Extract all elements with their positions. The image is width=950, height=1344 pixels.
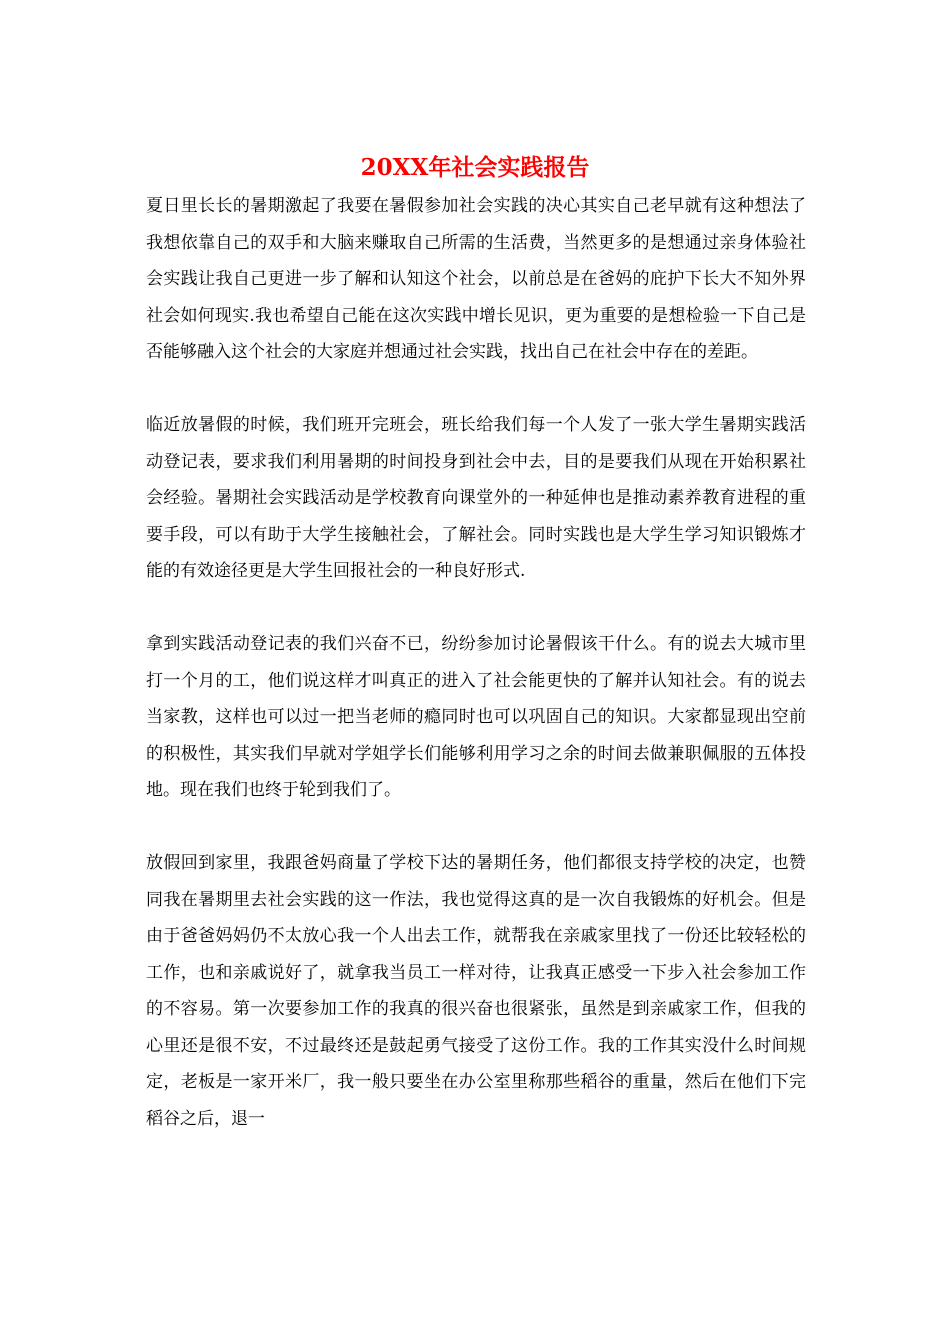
- paragraph-2: 临近放暑假的时候，我们班开完班会，班长给我们每一个人发了一张大学生暑期实践活动登记表，要求我们利用暑期的时间投身到社会中去，目的是要我们从现在开始积累社会经验。暑期社会实践活动是学校教育向课堂外的一种延伸也是推动素养教育进程的重要手段，可以有助于大学生接触社会，了解社会。同时实践也是大学生学习知识锻炼才能的有效途径更是大学生回报社会的一种良好形式.: [146, 415, 806, 581]
- paragraph-1: 夏日里长长的暑期激起了我要在暑假参加社会实践的决心其实自己老早就有这种想法了我想依靠自己的双手和大脑来赚取自己所需的生活费，当然更多的是想通过亲身体验社会实践让我自己更进一步了解和认知这个社会，以前总是在爸妈的庇护下长大不知外界社会如何现实.我也希望自己能在这次实践中增长见识，更为重要的是想检验一下自己是否能够融入这个社会的大家庭并想通过社会实践，找出自己在社会中存在的差距。: [146, 196, 806, 362]
- document-body: [146, 188, 806, 1137]
- document-title: 20XX年社会实践报告: [360, 154, 590, 181]
- paragraph-3: 拿到实践活动登记表的我们兴奋不已，纷纷参加讨论暑假该干什么。有的说去大城市里打一个月的工，他们说这样才叫真正的进入了社会能更快的了解并认知社会。有的说去当家教，这样也可以过一把当老师的瘾同时也可以巩固自己的知识。大家都显现出空前的积极性，其实我们早就对学姐学长们能够利用学习之余的时间去做兼职佩服的五体投地。现在我们也终于轮到我们了。: [146, 634, 806, 800]
- paragraph-4: 放假回到家里，我跟爸妈商量了学校下达的暑期任务，他们都很支持学校的决定，也赞同我在暑期里去社会实践的这一作法，我也觉得这真的是一次自我锻炼的好机会。但是由于爸爸妈妈仍不太放心我一个人出去工作，就帮我在亲戚家里找了一份还比较轻松的工作，也和亲戚说好了，就拿我当员工一样对待，让我真正感受一下步入社会参加工作的不容易。第一次要参加工作的我真的很兴奋也很紧张，虽然是到亲戚家工作，但我的心里还是很不安，不过最终还是鼓起勇气接受了这份工作。我的工作其实没什么时间规定，老板是一家开米厂，我一般只要坐在办公室里称那些稻谷的重量，然后在他们下完稻谷之后，退一: [146, 853, 806, 1129]
